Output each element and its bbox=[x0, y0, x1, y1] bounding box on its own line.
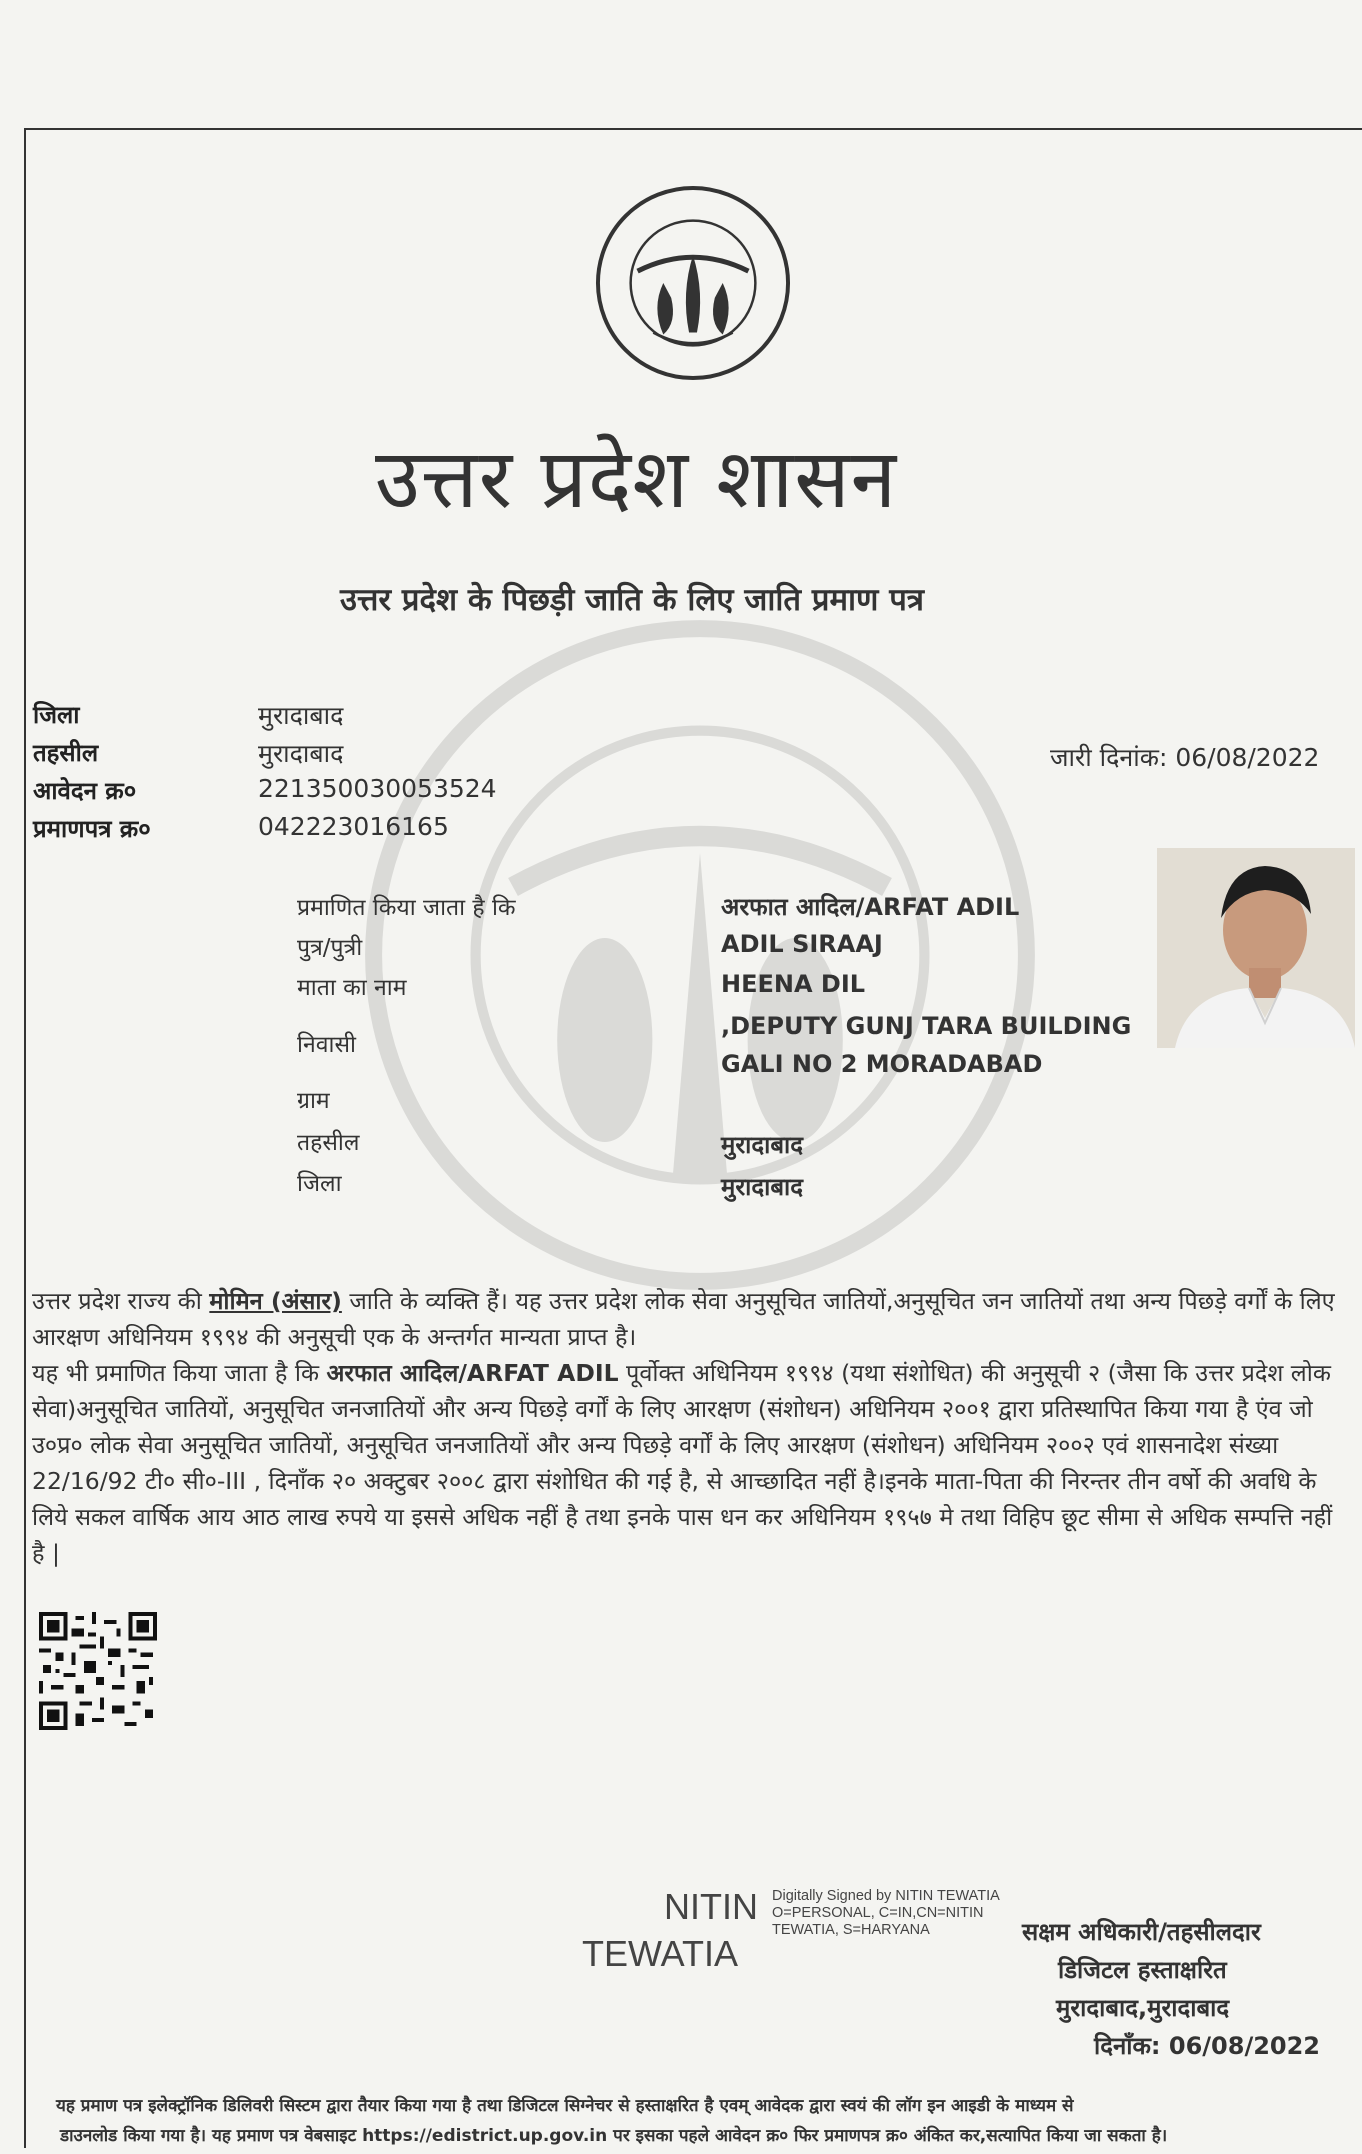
body-paragraph-1 bbox=[32, 1283, 1340, 1355]
authority-signed: डिजिटल हस्ताक्षरित bbox=[1058, 1956, 1227, 1984]
body-text: पूर्वोक्त अधिनियम १९९४ (यथा संशोधित) की अनुसूची २ (जैसा कि उत्तर प्रदेश लोक सेवा)अनुसूचित जातियों, अनुसूचित जनजातियों और अन्य पिछड़े वर्गों के लिए आरक्षण (संशोधन) अधिनियम २००१ द्वारा प्रतिस्थापित किया गया है एंव जो उ०प्र० लोक सेवा अनुसूचित जातियों, अनुसूचित जनजातियों और अन्य पिछड़े वर्गों के लिए आरक्षण (संशोधन) अधिनियम २००२ एवं शासनादेश संख्या 22/16/92 टी० सी०-III , दिनाँक २० अक्टुबर २००८ द्वारा संशोधित की गई है, से आच्छादित नहीं है।इनके माता-पिता की निरन्तर तीन वर्षो की अवधि के लिये सकल वार्षिक आय आठ लाख रुपये या इससे अधिक नहीं है तथा इनके पास धन कर अधिनियम १९५७ मे तथा विहिप छूट सीमा से अधिक सम्पत्ति नहीं है | bbox=[32, 1359, 1333, 1567]
authority-location: मुरादाबाद,मुरादाबाद bbox=[1056, 1994, 1230, 2022]
signature-details: Digitally Signed by NITIN TEWATIA O=PERSONAL, C=IN,CN=NITIN TEWATIA, S=HARYANA bbox=[772, 1888, 999, 1938]
field-value-name: अरफात आदिल/ARFAT ADIL bbox=[721, 893, 1020, 921]
field-value-district: मुरादाबाद bbox=[721, 1173, 804, 1201]
signature-name-line2: TEWATIA bbox=[582, 1933, 738, 1974]
up-govt-emblem-icon bbox=[594, 184, 792, 382]
qr-code-icon bbox=[37, 1612, 159, 1730]
footer-line-2: डाउनलोड किया गया है। यह प्रमाण पत्र वेबसाइट https://edistrict.up.gov.in पर इसका पहले आवेदन क्र० फिर प्रमाणपत्र क्र० अंकित कर,सत्यापित किया जा सकता है। bbox=[60, 2126, 1168, 2146]
footer-line-1: यह प्रमाण पत्र इलेक्ट्रॉनिक डिलिवरी सिस्टम द्वारा तैयार किया गया है तथा डिजिटल सिग्नेचर से हस्ताक्षरित है एवम् आवेदक द्वारा स्वयं की लॉग इन आइडी के माध्यम से bbox=[56, 2096, 1074, 2116]
caste-name: मोमिन (अंसार) bbox=[209, 1287, 342, 1315]
field-label-resident: निवासी bbox=[297, 1032, 356, 1058]
meta-label-application-no: आवेदन क्र० bbox=[33, 777, 137, 805]
watermark-emblem-icon bbox=[360, 610, 1043, 1300]
meta-label-district: जिला bbox=[33, 701, 80, 729]
applicant-photo bbox=[1157, 848, 1355, 1048]
field-label-certified: प्रमाणित किया जाता है कि bbox=[297, 895, 516, 921]
field-value-address-2: GALI NO 2 MORADABAD bbox=[721, 1050, 1043, 1078]
body-text: जाति के व्यक्ति हैं। यह उत्तर प्रदेश लोक सेवा अनुसूचित जातियों,अनुसूचित जन जातियों तथा अन्य पिछड़े वर्गों के लिए आरक्षण अधिनियम १९९४ की अनुसूची एक के अन्तर्गत मान्यता प्राप्त है। bbox=[32, 1287, 1335, 1351]
meta-label-certificate-no: प्रमाणपत्र क्र० bbox=[33, 815, 151, 843]
field-label-tehsil: तहसील bbox=[297, 1130, 360, 1156]
body-text: यह भी प्रमाणित किया जाता है कि bbox=[32, 1359, 327, 1387]
field-value-father: ADIL SIRAAJ bbox=[721, 930, 883, 958]
meta-value-district: मुरादाबाद bbox=[258, 701, 344, 730]
meta-value-application-no: 221350030053524 bbox=[258, 774, 497, 803]
issue-date: जारी दिनांक: 06/08/2022 bbox=[1050, 743, 1320, 772]
field-value-tehsil: मुरादाबाद bbox=[721, 1131, 804, 1159]
field-label-district: जिला bbox=[297, 1171, 342, 1197]
authority-date: दिनाँक: 06/08/2022 bbox=[1094, 2032, 1321, 2060]
signature-name-line1: NITIN bbox=[664, 1886, 758, 1927]
field-label-son-daughter: पुत्र/पुत्री bbox=[297, 935, 363, 961]
meta-value-certificate-no: 042223016165 bbox=[258, 812, 449, 841]
certificate-body bbox=[32, 1283, 1340, 1571]
authority-designation: सक्षम अधिकारी/तहसीलदार bbox=[1022, 1918, 1261, 1946]
meta-value-tehsil: मुरादाबाद bbox=[258, 739, 344, 768]
applicant-name: अरफात आदिल/ARFAT ADIL bbox=[326, 1359, 619, 1387]
field-value-mother: HEENA DIL bbox=[721, 970, 866, 998]
certificate-subtitle: उत्तर प्रदेश के पिछड़ी जाति के लिए जाति प्रमाण पत्र bbox=[340, 582, 924, 618]
meta-label-tehsil: तहसील bbox=[33, 739, 99, 767]
field-label-village: ग्राम bbox=[297, 1088, 330, 1114]
body-text: उत्तर प्रदेश राज्य की bbox=[32, 1287, 210, 1315]
page-title: उत्तर प्रदेश शासन bbox=[375, 432, 898, 527]
body-paragraph-2 bbox=[32, 1355, 1340, 1571]
field-value-address-1: ,DEPUTY GUNJ TARA BUILDING bbox=[721, 1012, 1132, 1040]
field-label-mother: माता का नाम bbox=[297, 975, 407, 1001]
